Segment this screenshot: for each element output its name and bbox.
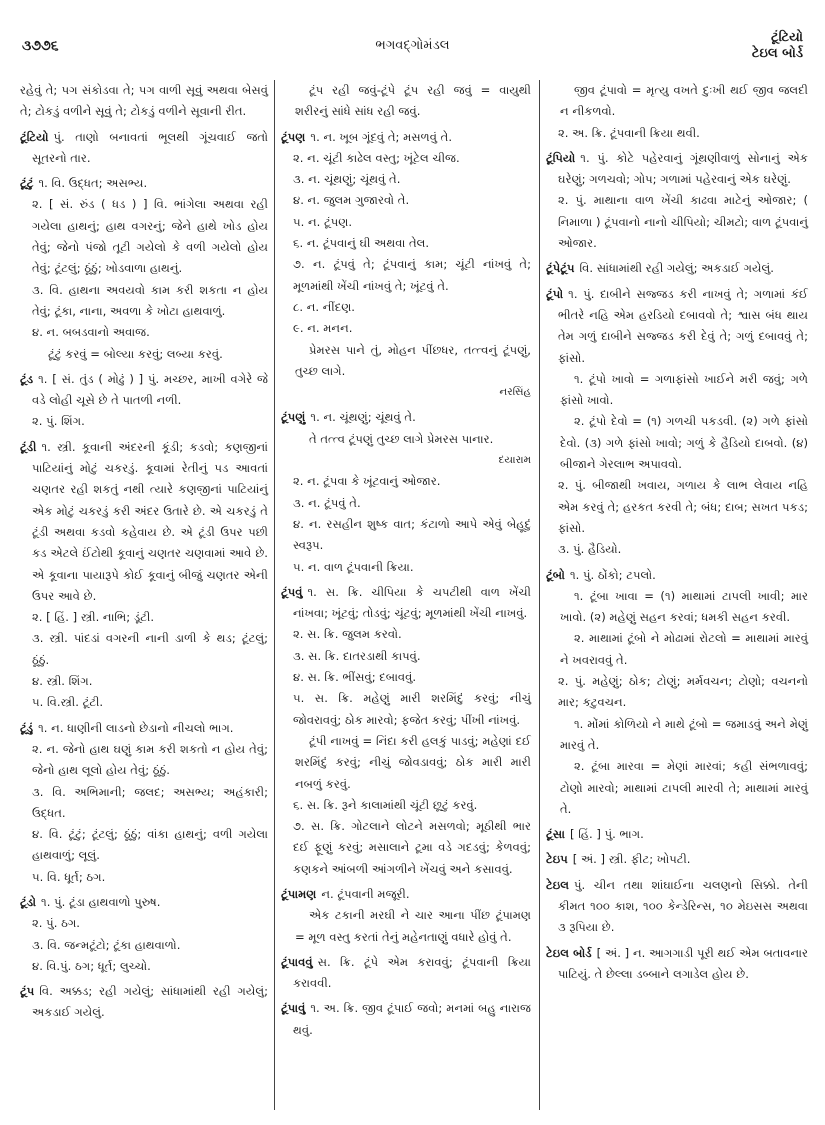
- definition: ૧. પું. ટૂંડા હાથવાળો પુરુષ.: [41, 894, 161, 909]
- definition: ૧. પું. ઠોંકો; ટપલો.: [569, 567, 656, 582]
- entry-sense: ૪. સ. ક્રિ. ભીંસવું; દબાવવું.: [293, 670, 417, 685]
- guide-word-last: ટેઇલ બોર્ડ: [751, 46, 803, 61]
- entry-sense: ૨. [ હિં. ] સ્ત્રી. નાભિ; ડૂંટી.: [32, 610, 155, 625]
- entry-sense: ૩. સ. ક્રિ. દાતરડાથી કાપવું.: [293, 648, 421, 663]
- headword: ટૂંપણ: [281, 129, 306, 144]
- dictionary-entry: [20, 173, 268, 194]
- usage-example: ૧. ટૂંબા ખાવા = (૧) માથામાં ટાપલી ખાવી; માર ખાવો. (૨) મહેણું સહન કરવાં; ધમકી સહન કરવી.: [560, 588, 808, 625]
- usage-example: ટૂંપી નાખવું = નિંદા કરી હલકું પાડવું; મહેણાં દઈ શરમિંદું કરવું; નીચું જોવડાવવું; ઠોક મારી મારી નબળું કરવું.: [295, 733, 531, 791]
- definition: ૧. ન. ધાણીની લાડનો છેડાનો નીચલો ભાગ.: [38, 720, 234, 735]
- dictionary-entry: [546, 875, 808, 939]
- entry-sense: ૬. ન. ટૂંપવાનું ઘી અથવા તેલ.: [293, 236, 430, 251]
- entry-sense: ૫. વિ. ધૂર્ત; ઠગ.: [32, 869, 106, 884]
- headword: ટૂંપિયો: [546, 150, 576, 165]
- definition: ૧. ન. ચૂંથણું; ચૂંથવું તે.: [310, 410, 416, 425]
- headword: ટૂંપેટૂંપ: [546, 261, 575, 276]
- entry-sense: ૫. સ. ક્રિ. મહેણું મારી શરમિંદું કરવું; નીચું જોવરાવવું; ઠોક મારવો; ફજેત કરવું; પીંખી નાંખવું.: [293, 691, 531, 727]
- column-divider: [274, 80, 275, 1110]
- usage-example: ૧. મોંમાં કોળિયો ને માથે ટૂંબો = જમાડવું અને મેણું મારવું તે.: [560, 716, 808, 752]
- entry-sense: ૨. સ. ક્રિ. જુલમ કરવો.: [293, 627, 402, 642]
- usage-example: એક ટકાની મરઘી ને ચાર આના પીંછ ટૂંપામણ = મૂળ વસ્તુ કરતાં તેનું મહેનતાણું વધારે હોવું તે.: [295, 908, 531, 944]
- headword: ટૂંપણું: [281, 410, 306, 425]
- entry-sense: ૨. ન. ચૂંટી કાઢેલ વસ્તુ; ખૂંટેલ ચીજ.: [293, 150, 460, 165]
- definition: વિ. સાંધામાંથી રહી ગયેલું; અકડાઈ ગયેલું.: [579, 261, 774, 276]
- entry-sense: ૩. વિ. જન્મટૂંટો; ટૂંકા હાથવાળો.: [32, 937, 181, 952]
- dictionary-entry: [281, 407, 531, 428]
- guide-word-first: ટૂંટિયો: [771, 30, 803, 45]
- entry-sense: ૩. વિ. હાથના અવયવો કામ કરી શકતા ન હોય તેવું; ટૂંકા, નાના, અવળા કે ખોટા હાથવાળું.: [32, 282, 268, 318]
- dictionary-entry: [281, 582, 531, 625]
- entry-sense: ૨. અ. ક્રિ. ટૂંપવાની ક્રિયા થવી.: [558, 125, 700, 140]
- quotation: તે તત્ત્વ ટૂંપણું તુચ્છ લાગે પ્રેમરસ પાનાર.: [309, 431, 494, 446]
- headword: ટૂંડી: [20, 439, 37, 454]
- column-left: [20, 80, 268, 1024]
- entry-sense: ૪. ન. જુલમ ગુજારવો તે.: [293, 193, 410, 208]
- dictionary-entry: [546, 943, 808, 986]
- entry-sense: ૫. ન. ટૂંપણ.: [293, 214, 353, 229]
- definition: ૧. અ. ક્રિ. જીવ ટૂંપાઈ જવો; મનમાં બહુ નારાજ થવું.: [293, 1001, 531, 1037]
- dictionary-entry: [546, 849, 808, 870]
- usage-example: ટૂંપ રહી જવું-ટૂંપે ટૂંપ રહી જવું = વાયુથી શરીરનું સાંધે સાંધ રહી જવું.: [295, 83, 531, 119]
- quotation-attribution: દયારામ: [498, 454, 531, 467]
- entry-sense: ૨. ન. જેનો હાથ ઘણું કામ કરી શકતો ન હોય તેવું; જેનો હાથ લૂલો હોય તેવું; ઠૂંઠું.: [32, 741, 268, 778]
- entry-sense: ૨. પું. મહેણું; ઠોક; ટોણું; મર્મવચન; ટોણો; વચનનો માર; કટુવચન.: [558, 674, 808, 710]
- entry-sense: ૫. વિ.સ્ત્રી. ટૂંટી.: [32, 695, 104, 710]
- headword: ટૂંપાવવું: [281, 954, 313, 969]
- dictionary-entry: [20, 437, 268, 607]
- usage-example: જીવ ટૂંપાવો = મૃત્યુ વખતે દુઃખી થઈ જીવ જલદી ન નીકળવો.: [560, 83, 808, 119]
- entry-sense: ૪. વિ. ટૂંટું; ટૂંટલું; ઠૂંઠું; વાંકા હાથનું; વળી ગયેલા હાથવાળું; લૂલું.: [32, 827, 268, 863]
- headword: ટેઇલ: [546, 877, 569, 892]
- book-title: ભગવદ્ગોમંડલ: [375, 38, 450, 53]
- entry-sense: ૪. વિ.પું. ઠગ; ધૂર્ત; લુચ્ચો.: [32, 958, 151, 973]
- entry-sense: ૩. પું. હૈડિયો.: [558, 542, 622, 557]
- column-divider: [539, 80, 540, 1110]
- entry-sense: ૩. સ્ત્રી. પાંદડાં વગરની નાની ડાળી કે થડ; ટૂંટલું; ઠૂંઠું.: [32, 631, 268, 667]
- entry-sense: ૨. [ સં. રુંડ ( ધડ ) ] વિ. ભાંગેલા અથવા રહી ગયેલા હાથનું; હાથ વગરનું; જેને હાથે ખોડ હોય તેવું; જેનો પંજો તૂટી ગયેલો કે વળી ગયેલો હોય તેવું; ટૂંટલું; ઠૂંઠું; ખોડવાળા હાથનું.: [32, 197, 268, 276]
- entry-sense: ૨. પું. શિંગ.: [32, 414, 85, 429]
- dictionary-entry: [281, 998, 531, 1041]
- quotation-attribution: નરસિંહ: [499, 386, 531, 399]
- entry-sense: ૩. ન. ચૂંથણું; ચૂંથવું તે.: [293, 172, 401, 187]
- headword: ટૂંપો: [546, 286, 564, 301]
- usage-example: ૧. ટૂંપો ખાવો = ગળાફાંસો ખાઈને મરી જવું; ગળે ફાંસો ખાવો.: [560, 371, 808, 408]
- entry-sense: ૨. પું. ઠગ.: [32, 916, 80, 931]
- usage-example: ટૂંટું કરવું = બોલ્યા કરવું; લબ્યા કરવું.: [48, 346, 223, 361]
- definition: પું. તાણો બનાવતાં ભૂલથી ગૂંચવાઈ જતો સૂતરનો તાર.: [32, 129, 268, 165]
- entry-sense: ૪. ન. રસહીન શુષ્ક વાત; કંટાળો આપે એવું બેહૂદું સ્વરૂપ.: [293, 516, 531, 553]
- dictionary-entry: [546, 148, 808, 191]
- dictionary-entry: [546, 258, 808, 279]
- headword: ટૂંપવું: [281, 584, 303, 599]
- dictionary-entry: [20, 892, 268, 913]
- column-right: [546, 80, 808, 985]
- headword: ટેઇલ બોર્ડ: [546, 945, 592, 960]
- usage-example: ૨. ટૂંપો દેવો = (૧) ગળચી પકડવી. (૨) ગળે ફાંસો દેવો. (૩) ગળે ફાંસો ખાવો; ગળું કે હૈડિયો દાબવો. (૪) બીજાને ગેરલાભ અપાવવો.: [560, 414, 808, 472]
- dictionary-entry: [20, 369, 268, 412]
- dictionary-entry: [20, 127, 268, 170]
- entry-sense: ૯. ન. મનન.: [293, 321, 353, 336]
- headword: ટૂંપાવું: [281, 1001, 306, 1016]
- definition: [ અં. ] સ્ત્રી. ફીટ; ખોપટી.: [572, 852, 691, 867]
- definition: ન. ટૂંપવાની મજૂરી.: [321, 886, 410, 901]
- definition: સ. ક્રિ. ટૂંપે એમ કરાવવું; ટૂંપવાની ક્રિયા કરાવવી.: [293, 954, 531, 991]
- page-number: ૩૭૭૬: [22, 38, 59, 54]
- definition: વિ. અક્કડ; રહી ગયેલું; સાંધામાંથી રહી ગયેલું; અકડાઈ ગયેલું.: [32, 984, 268, 1020]
- entry-sense: ૭. ન. ટૂંપવું તે; ટૂંપવાનું કામ; ચૂંટી નાંખવું તે; મૂળમાંથી ખેંચી નાંખવું તે; ખૂંટવું તે.: [293, 257, 531, 293]
- definition: [ અં. ] ન. આગગાડી પૂરી થઈ એમ બતાવનાર પાટિયું. તે છેલ્લા ડબ્બાને લગાડેલ હોય છે.: [558, 945, 808, 981]
- headword: ટૂંબો: [546, 567, 565, 582]
- entry-sense: ૪. ન. બબડવાનો અવાજ.: [32, 325, 150, 340]
- definition: [ હિં. ] પું. ભાગ.: [569, 827, 644, 842]
- headword: ટૂંસા: [546, 827, 565, 842]
- headword: ટૂંડું: [20, 720, 34, 735]
- definition: ૧. પું. દાબીને સજ્જડ કરી નાખવું તે; ગળામાં કંઈ ભીતરે નહિ એમ હરડિયો દબાવવો તે; શ્વાસ બંધ થાય તેમ ગળું દાબીને સજ્જડ કરી દેવું તે; ગળું દબાવવું તે; ફાંસો.: [558, 286, 808, 365]
- headword: ટૂંપામણ: [281, 886, 317, 901]
- definition: ૧. સ્ત્રી. કૂવાની અંદરની કૂંડી; કડવો; કણજીનાં પાટિયાંનું મોટું ચકરડું. કૂવામાં રેતીનું પડ આવતાં ચણતર રહી શકતું નથી ત્યારે કણજીનાં પાટિયાંનું એક મોટું ચકરડું કરી અંદર ઉતારે છે. એ ચકરડું તે ટૂંડી અથવા કડવો કહેવાય છે. એ ટૂંડી ઉપર પછી કડ એટલે ઈંટોથી કૂવાનું ચણતર ચણવામાં આવે છે. એ કૂવાના પાયારૂપે કોઈ કૂવાનું બીજું ચણતર એની ઉપર આવે છે.: [32, 439, 268, 603]
- dictionary-entry: [20, 718, 268, 739]
- usage-example: ૨. માથામાં ટૂંબો ને મોઢામાં રોટલો = માથામાં મારવું ને ખવરાવવું તે.: [560, 631, 808, 667]
- page-header: [0, 30, 825, 70]
- guide-words: [752, 30, 803, 62]
- headword: ટૂંડ: [20, 371, 34, 386]
- dictionary-entry: [281, 884, 531, 905]
- entry-sense: ૪. સ્ત્રી. શિંગ.: [32, 674, 93, 689]
- entry-sense: ૮. ન. નીંદણ.: [293, 299, 355, 314]
- definition: ૧. વિ. ઉદ્ધત; અસભ્ય.: [38, 176, 148, 191]
- entry-sense: ૫. ન. વાળ ટૂંપવાની ક્રિયા.: [293, 559, 414, 574]
- headword: ટૂંટું: [20, 176, 34, 191]
- quotation: પ્રેમરસ પાને તું, મોહન પીંછધર, તત્ત્વનું ટૂંપણું, તુચ્છ લાગે.: [295, 342, 531, 378]
- headword: ટૂંટિયો: [20, 129, 49, 144]
- dictionary-entry: [281, 952, 531, 995]
- entry-sense: ૩. વિ. અભિમાની; જલદ; અસભ્ય; અહંકારી; ઉદ્ધત.: [32, 784, 268, 820]
- entry-sense: ૭. સ. ક્રિ. ગોટલાને લોટને મસળવો; મૂઠીથી ભાર દઈ ફૂણું કરવું; મસાલાને ટૂમા વડે ગદડવું; કેળવવું; કણકને આંબળી આંગળીને ખેંચવું અને કસાવવું.: [293, 819, 531, 876]
- dictionary-entry: [281, 127, 531, 148]
- entry-sense: ૨. ન. ટૂંપવા કે ખૂંટવાનું ઓજાર.: [293, 474, 441, 489]
- headword: ટૂંપ: [20, 984, 35, 999]
- dictionary-entry: [546, 284, 808, 369]
- entry-sense: ૨. પું. માથાના વાળ ખેંચી કાઢવા માટેનું ઓજાર; ( નિમાળા ) ટૂંપવાનો નાનો ચીપિયો; ચીમટો; વાળ ટૂંપવાનું ઓજાર.: [558, 193, 808, 251]
- entry-sense: ૩. ન. ટૂંપવું તે.: [293, 495, 361, 510]
- entry-sense: ૨. પું. બીજાથી ખવાય, ગળાય કે લાભ લેવાય નહિ એમ કરવું તે; હરકત કરવી તે; બંધ; દાબ; સખત પકડ; ફાંસો.: [558, 478, 808, 535]
- definition: ૧. ન. ખૂબ ગૂંદવું તે; મસળવું તે.: [310, 129, 453, 144]
- dictionary-entry: [20, 981, 268, 1024]
- definition: ૧. [ સં. તુંડ ( મોઢું ) ] પું. મચ્છર, માખી વગેરે જે વડે લોહી ચૂસે છે તે પાતળી નળી.: [32, 371, 268, 408]
- dictionary-entry: [546, 824, 808, 845]
- headword: ટૂંડો: [20, 894, 37, 909]
- definition: પું. ચીન તથા શાંઘાઈના ચલણનો સિક્કો. તેની કીમત ૧૦૦ કાશ, ૧૦૦ કેન્ડેરિન્સ, ૧૦ મેઇસસ અથવા ૩ રૂપિયા છે.: [558, 877, 808, 935]
- column-middle: [281, 80, 531, 1041]
- definition: ૧. સ. ક્રિ. ચીપિયા કે ચપટીથી વાળ ખેંચી નાંખવા; ખૂંટવું; તોડવું; ચૂંટવું; મૂળમાંથી ખેંચી નાખવું.: [293, 584, 531, 621]
- entry-continuation: રહેવું તે; પગ સંકોડવા તે; પગ વાળી સૂવું અથવા બેસવું તે; ટોકડું વળીને સૂવું તે; ટોકડું વળીને સૂવાની રીત.: [20, 83, 268, 119]
- entry-sense: ૬. સ. ક્રિ. રૂને કાલામાંથી ચૂંટી છૂટું કરવું.: [293, 797, 478, 812]
- usage-example: ૨. ટૂંબા મારવા = મેણાં મારવાં; કહી સંભળાવવું; ટોણો મારવો; માથામાં ટાપલી મારવી તે; માથામાં મારવું તે.: [560, 759, 808, 816]
- headword: ટેઇપ: [546, 852, 568, 867]
- definition: ૧. પું. કોટે પહેરવાનું ગૂંથણીવાળું સોનાનું એક ઘરેણું; ગળચવો; ગોપ; ગળામાં પહેરવાનું એક ઘરેણું.: [558, 150, 808, 187]
- dictionary-entry: [546, 565, 808, 586]
